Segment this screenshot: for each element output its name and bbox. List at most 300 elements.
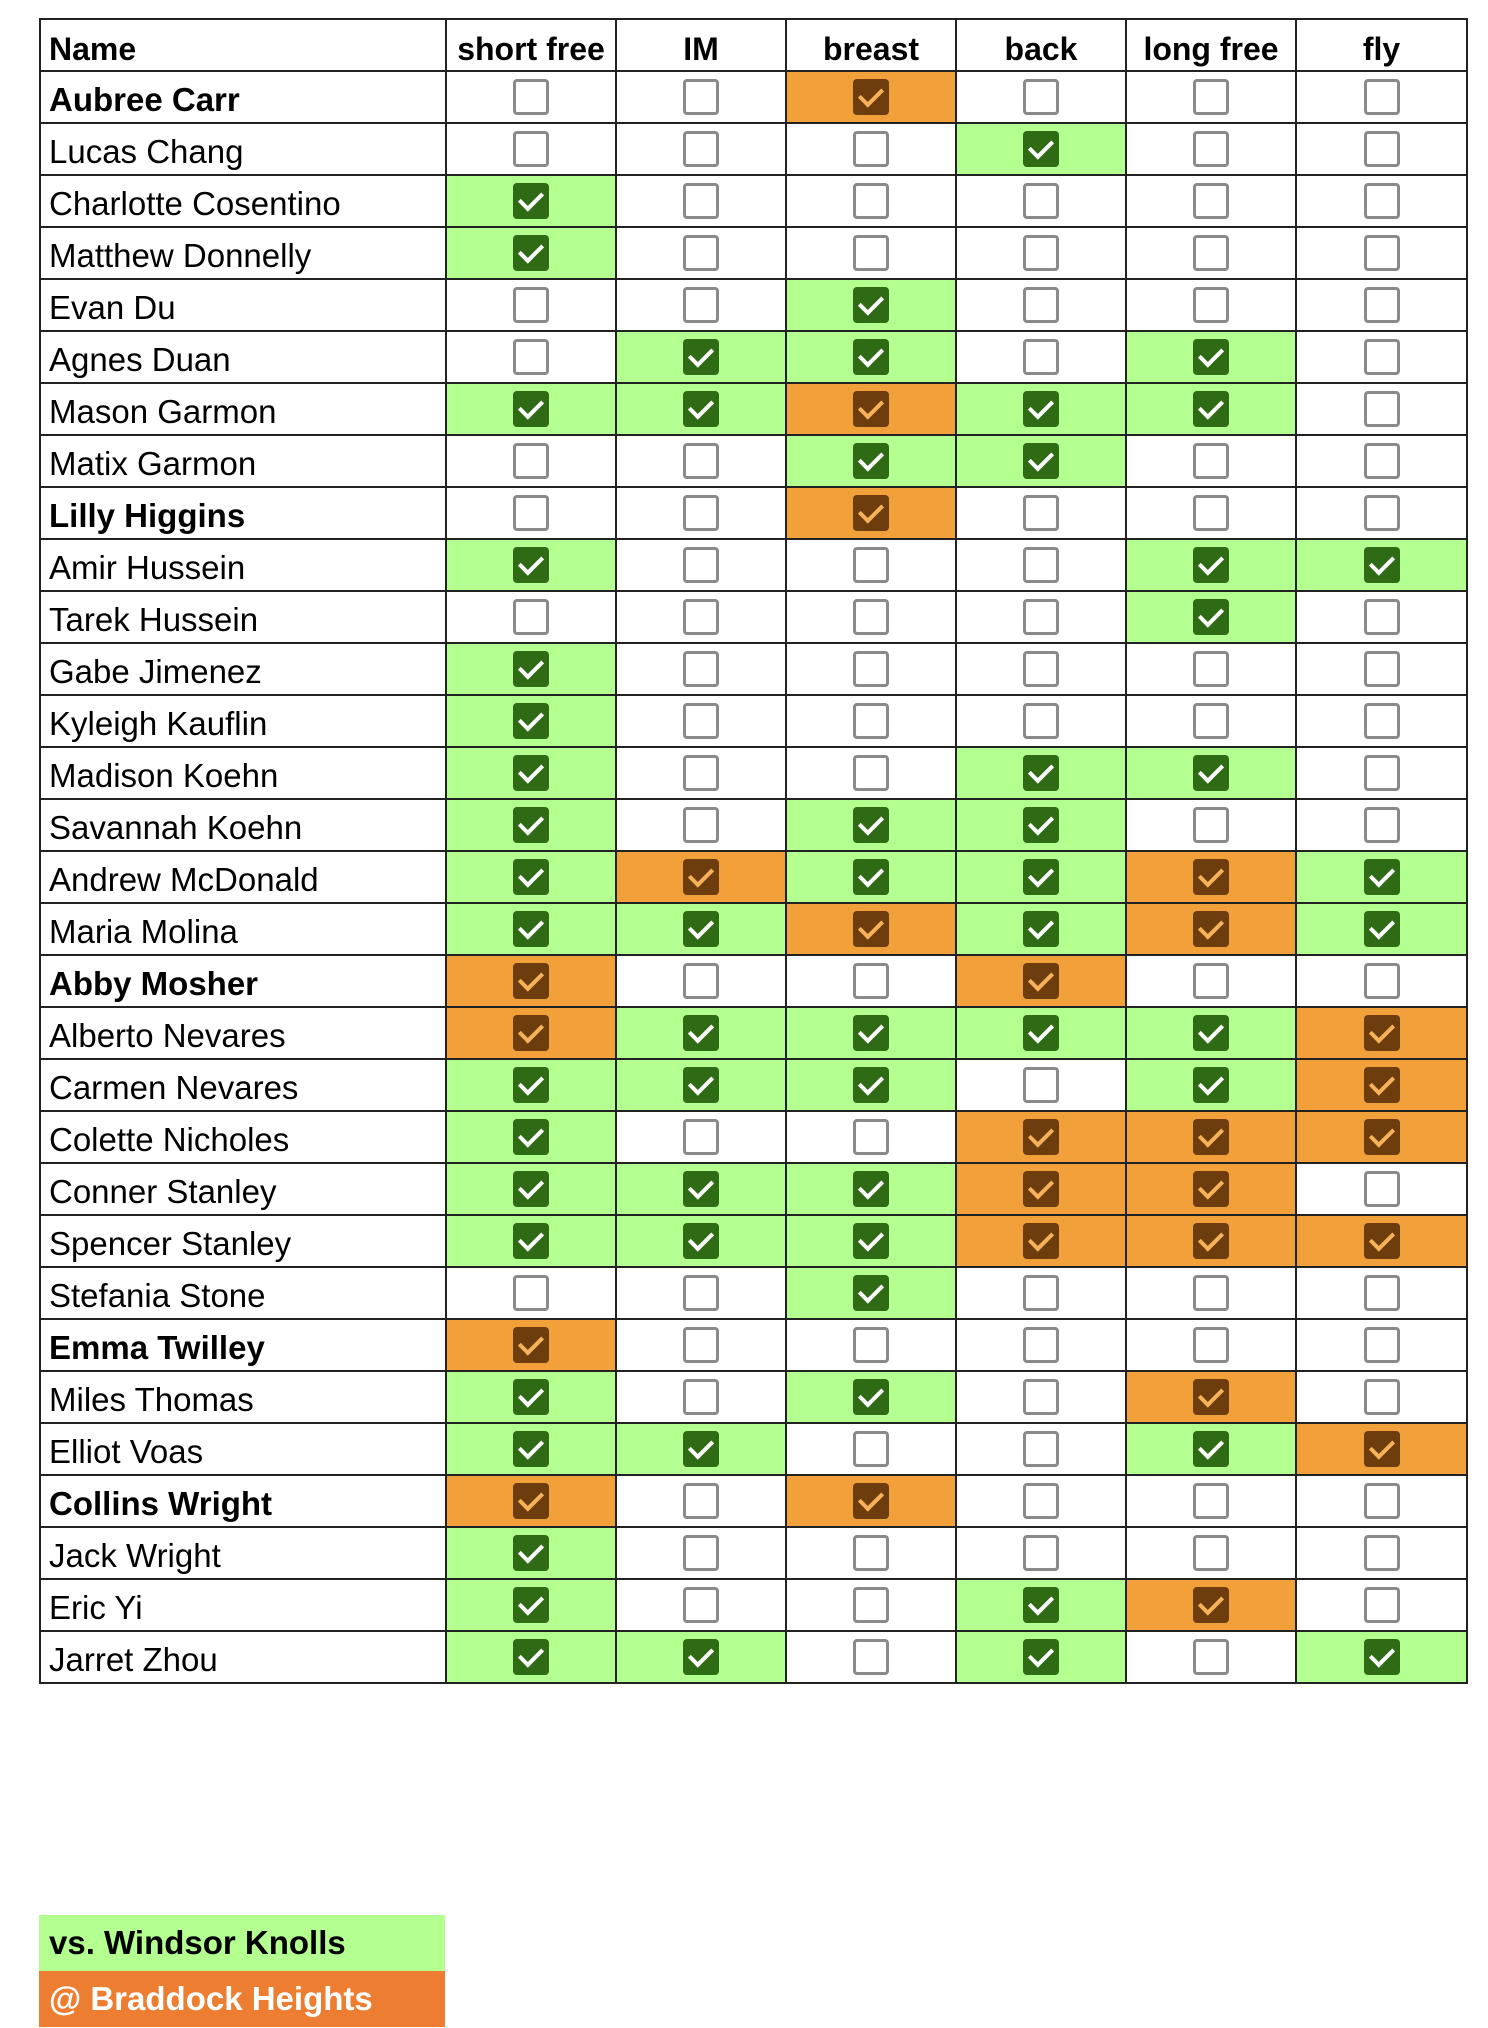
checkbox-checked[interactable] [1364, 1431, 1400, 1467]
checkbox-unchecked[interactable] [853, 1327, 889, 1363]
event-cell-long-free [1126, 487, 1296, 539]
checkbox-checked[interactable] [513, 1067, 549, 1103]
checkbox-unchecked[interactable] [1193, 183, 1229, 219]
checkbox-unchecked[interactable] [1364, 339, 1400, 375]
event-cell-back [956, 383, 1126, 435]
event-cell-long-free [1126, 1631, 1296, 1683]
checkbox-checked[interactable] [853, 1275, 889, 1311]
event-cell-long-free [1126, 435, 1296, 487]
table-row [40, 227, 1467, 279]
checkbox-checked[interactable] [1193, 1587, 1229, 1623]
event-cell-fly [1296, 591, 1467, 643]
event-cell-breast [786, 1007, 956, 1059]
checkbox-checked[interactable] [1023, 807, 1059, 843]
checkbox-unchecked[interactable] [683, 495, 719, 531]
table-row [40, 1111, 1467, 1163]
checkbox-unchecked[interactable] [683, 1535, 719, 1571]
event-cell-breast [786, 695, 956, 747]
checkbox-unchecked[interactable] [683, 443, 719, 479]
table-row [40, 1059, 1467, 1111]
checkbox-unchecked[interactable] [1364, 1483, 1400, 1519]
checkbox-checked[interactable] [1193, 1379, 1229, 1415]
checkbox-checked[interactable] [513, 1327, 549, 1363]
checkbox-unchecked[interactable] [683, 1327, 719, 1363]
event-cell-fly [1296, 1475, 1467, 1527]
event-cell-breast [786, 539, 956, 591]
swimmer-name: Miles Thomas [40, 1371, 446, 1423]
event-cell-breast [786, 799, 956, 851]
event-cell-long-free [1126, 851, 1296, 903]
checkbox-checked[interactable] [1364, 1015, 1400, 1051]
checkbox-unchecked[interactable] [1193, 651, 1229, 687]
event-cell-back [956, 539, 1126, 591]
swimmer-name: Jack Wright [40, 1527, 446, 1579]
event-cell-fly [1296, 1163, 1467, 1215]
checkbox-unchecked[interactable] [853, 703, 889, 739]
checkbox-unchecked[interactable] [683, 963, 719, 999]
checkbox-unchecked[interactable] [683, 131, 719, 167]
checkbox-unchecked[interactable] [1023, 1431, 1059, 1467]
checkbox-unchecked[interactable] [683, 807, 719, 843]
swimmer-name: Tarek Hussein [40, 591, 446, 643]
event-cell-fly [1296, 539, 1467, 591]
checkbox-unchecked[interactable] [1193, 1483, 1229, 1519]
event-cell-im [616, 851, 786, 903]
event-cell-im [616, 1527, 786, 1579]
checkbox-unchecked[interactable] [683, 547, 719, 583]
checkbox-unchecked[interactable] [1023, 183, 1059, 219]
checkbox-unchecked[interactable] [513, 79, 549, 115]
checkbox-checked[interactable] [683, 911, 719, 947]
table-row [40, 643, 1467, 695]
checkbox-checked[interactable] [1193, 339, 1229, 375]
checkbox-checked[interactable] [1193, 859, 1229, 895]
event-cell-im [616, 695, 786, 747]
checkbox-checked[interactable] [513, 1431, 549, 1467]
checkbox-unchecked[interactable] [853, 755, 889, 791]
event-cell-breast [786, 71, 956, 123]
checkbox-checked[interactable] [1364, 1639, 1400, 1675]
checkbox-unchecked[interactable] [1023, 1535, 1059, 1571]
checkbox-unchecked[interactable] [1364, 755, 1400, 791]
event-cell-breast [786, 851, 956, 903]
checkbox-unchecked[interactable] [513, 599, 549, 635]
checkbox-checked[interactable] [683, 1015, 719, 1051]
checkbox-unchecked[interactable] [513, 339, 549, 375]
checkbox-unchecked[interactable] [513, 495, 549, 531]
checkbox-checked[interactable] [1364, 859, 1400, 895]
checkbox-checked[interactable] [853, 1067, 889, 1103]
event-cell-im [616, 539, 786, 591]
event-cell-im [616, 1579, 786, 1631]
checkbox-unchecked[interactable] [1193, 703, 1229, 739]
checkbox-unchecked[interactable] [683, 703, 719, 739]
event-cell-breast [786, 123, 956, 175]
event-cell-fly [1296, 175, 1467, 227]
event-cell-im [616, 1007, 786, 1059]
event-cell-fly [1296, 331, 1467, 383]
checkbox-unchecked[interactable] [1193, 1275, 1229, 1311]
swimmer-name: Eric Yi [40, 1579, 446, 1631]
checkbox-unchecked[interactable] [1364, 495, 1400, 531]
checkbox-checked[interactable] [1023, 1171, 1059, 1207]
checkbox-checked[interactable] [1193, 911, 1229, 947]
checkbox-checked[interactable] [1193, 1015, 1229, 1051]
checkbox-checked[interactable] [1193, 1223, 1229, 1259]
checkbox-checked[interactable] [513, 1015, 549, 1051]
checkbox-checked[interactable] [513, 183, 549, 219]
checkbox-checked[interactable] [853, 1379, 889, 1415]
checkbox-unchecked[interactable] [1193, 1327, 1229, 1363]
checkbox-checked[interactable] [853, 911, 889, 947]
checkbox-checked[interactable] [1023, 859, 1059, 895]
swimmer-name: Carmen Nevares [40, 1059, 446, 1111]
checkbox-checked[interactable] [1193, 1431, 1229, 1467]
event-cell-breast [786, 1475, 956, 1527]
checkbox-checked[interactable] [513, 1535, 549, 1571]
checkbox-unchecked[interactable] [1023, 495, 1059, 531]
event-cell-breast [786, 1163, 956, 1215]
event-cell-im [616, 1111, 786, 1163]
checkbox-unchecked[interactable] [1023, 79, 1059, 115]
checkbox-unchecked[interactable] [1364, 1171, 1400, 1207]
checkbox-unchecked[interactable] [1023, 547, 1059, 583]
event-cell-im [616, 1059, 786, 1111]
event-cell-short-free [446, 1475, 616, 1527]
checkbox-unchecked[interactable] [683, 755, 719, 791]
legend-away-meet: @ Braddock Heights [39, 1971, 445, 2027]
event-cell-fly [1296, 383, 1467, 435]
checkbox-checked[interactable] [853, 339, 889, 375]
event-cell-breast [786, 1111, 956, 1163]
event-cell-fly [1296, 1007, 1467, 1059]
table-row [40, 1371, 1467, 1423]
checkbox-checked[interactable] [513, 859, 549, 895]
event-cell-breast [786, 1371, 956, 1423]
swimmer-name: Alberto Nevares [40, 1007, 446, 1059]
event-cell-fly [1296, 903, 1467, 955]
event-cell-long-free [1126, 279, 1296, 331]
checkbox-checked[interactable] [853, 1483, 889, 1519]
checkbox-unchecked[interactable] [683, 1587, 719, 1623]
checkbox-unchecked[interactable] [1193, 495, 1229, 531]
checkbox-checked[interactable] [853, 79, 889, 115]
table-row [40, 695, 1467, 747]
checkbox-unchecked[interactable] [1023, 1067, 1059, 1103]
event-cell-short-free [446, 123, 616, 175]
table-row [40, 331, 1467, 383]
checkbox-unchecked[interactable] [853, 599, 889, 635]
event-cell-long-free [1126, 643, 1296, 695]
checkbox-unchecked[interactable] [1364, 807, 1400, 843]
checkbox-unchecked[interactable] [1023, 339, 1059, 375]
checkbox-checked[interactable] [1023, 963, 1059, 999]
checkbox-checked[interactable] [1023, 443, 1059, 479]
checkbox-checked[interactable] [683, 1067, 719, 1103]
event-cell-long-free [1126, 331, 1296, 383]
checkbox-checked[interactable] [513, 1379, 549, 1415]
swimmer-name: Conner Stanley [40, 1163, 446, 1215]
checkbox-checked[interactable] [683, 859, 719, 895]
checkbox-unchecked[interactable] [1364, 1379, 1400, 1415]
column-header-im: IM [616, 19, 786, 71]
event-cell-short-free [446, 1111, 616, 1163]
checkbox-unchecked[interactable] [683, 1483, 719, 1519]
event-cell-fly [1296, 1267, 1467, 1319]
checkbox-checked[interactable] [1023, 1639, 1059, 1675]
checkbox-checked[interactable] [1193, 1119, 1229, 1155]
event-cell-fly [1296, 71, 1467, 123]
checkbox-checked[interactable] [513, 1223, 549, 1259]
checkbox-checked[interactable] [1193, 547, 1229, 583]
checkbox-checked[interactable] [513, 1171, 549, 1207]
checkbox-checked[interactable] [1193, 1171, 1229, 1207]
checkbox-checked[interactable] [683, 391, 719, 427]
event-cell-im [616, 747, 786, 799]
event-cell-short-free [446, 1579, 616, 1631]
checkbox-checked[interactable] [513, 651, 549, 687]
event-cell-im [616, 1631, 786, 1683]
checkbox-unchecked[interactable] [683, 599, 719, 635]
checkbox-unchecked[interactable] [1364, 1587, 1400, 1623]
checkbox-unchecked[interactable] [1364, 599, 1400, 635]
event-cell-long-free [1126, 123, 1296, 175]
checkbox-unchecked[interactable] [1364, 1275, 1400, 1311]
checkbox-unchecked[interactable] [1364, 651, 1400, 687]
event-cell-short-free [446, 227, 616, 279]
checkbox-unchecked[interactable] [1023, 1483, 1059, 1519]
checkbox-unchecked[interactable] [853, 235, 889, 271]
event-cell-fly [1296, 747, 1467, 799]
checkbox-unchecked[interactable] [853, 131, 889, 167]
checkbox-unchecked[interactable] [853, 651, 889, 687]
event-cell-back [956, 1215, 1126, 1267]
checkbox-unchecked[interactable] [853, 963, 889, 999]
checkbox-checked[interactable] [1364, 911, 1400, 947]
checkbox-unchecked[interactable] [513, 131, 549, 167]
checkbox-checked[interactable] [683, 1639, 719, 1675]
checkbox-checked[interactable] [683, 1223, 719, 1259]
checkbox-checked[interactable] [1023, 755, 1059, 791]
checkbox-unchecked[interactable] [683, 1379, 719, 1415]
checkbox-checked[interactable] [1193, 391, 1229, 427]
checkbox-checked[interactable] [1364, 1067, 1400, 1103]
event-cell-long-free [1126, 1527, 1296, 1579]
checkbox-unchecked[interactable] [1193, 963, 1229, 999]
table-row [40, 1319, 1467, 1371]
checkbox-unchecked[interactable] [1193, 1639, 1229, 1675]
event-cell-fly [1296, 799, 1467, 851]
checkbox-unchecked[interactable] [1364, 79, 1400, 115]
event-cell-long-free [1126, 383, 1296, 435]
swimmer-name: Gabe Jimenez [40, 643, 446, 695]
checkbox-checked[interactable] [853, 859, 889, 895]
checkbox-unchecked[interactable] [513, 1275, 549, 1311]
checkbox-checked[interactable] [853, 1015, 889, 1051]
checkbox-checked[interactable] [1364, 1223, 1400, 1259]
header-row [40, 19, 1467, 71]
checkbox-checked[interactable] [683, 1431, 719, 1467]
event-cell-im [616, 799, 786, 851]
checkbox-checked[interactable] [513, 755, 549, 791]
table-row [40, 1215, 1467, 1267]
checkbox-unchecked[interactable] [1364, 131, 1400, 167]
table-row [40, 1423, 1467, 1475]
event-cell-long-free [1126, 1579, 1296, 1631]
event-cell-long-free [1126, 1475, 1296, 1527]
event-cell-im [616, 1423, 786, 1475]
checkbox-unchecked[interactable] [853, 1639, 889, 1675]
checkbox-unchecked[interactable] [1364, 1535, 1400, 1571]
event-cell-breast [786, 747, 956, 799]
event-cell-im [616, 435, 786, 487]
checkbox-checked[interactable] [1023, 1119, 1059, 1155]
event-cell-back [956, 591, 1126, 643]
event-cell-long-free [1126, 591, 1296, 643]
checkbox-unchecked[interactable] [1364, 235, 1400, 271]
checkbox-unchecked[interactable] [853, 1431, 889, 1467]
event-cell-long-free [1126, 1111, 1296, 1163]
checkbox-unchecked[interactable] [1364, 391, 1400, 427]
checkbox-checked[interactable] [1193, 599, 1229, 635]
event-cell-short-free [446, 747, 616, 799]
event-cell-back [956, 487, 1126, 539]
checkbox-checked[interactable] [513, 807, 549, 843]
checkbox-unchecked[interactable] [683, 651, 719, 687]
event-cell-back [956, 175, 1126, 227]
checkbox-unchecked[interactable] [513, 443, 549, 479]
checkbox-unchecked[interactable] [1193, 235, 1229, 271]
checkbox-checked[interactable] [1023, 1223, 1059, 1259]
event-cell-back [956, 643, 1126, 695]
checkbox-checked[interactable] [853, 443, 889, 479]
checkbox-checked[interactable] [513, 911, 549, 947]
event-cell-breast [786, 1319, 956, 1371]
checkbox-checked[interactable] [1023, 1015, 1059, 1051]
checkbox-unchecked[interactable] [1193, 1535, 1229, 1571]
checkbox-checked[interactable] [1023, 131, 1059, 167]
checkbox-checked[interactable] [1193, 755, 1229, 791]
checkbox-checked[interactable] [853, 807, 889, 843]
checkbox-unchecked[interactable] [853, 1587, 889, 1623]
event-cell-breast [786, 1267, 956, 1319]
event-cell-back [956, 71, 1126, 123]
event-cell-breast [786, 1423, 956, 1475]
checkbox-checked[interactable] [683, 1171, 719, 1207]
checkbox-checked[interactable] [513, 235, 549, 271]
checkbox-checked[interactable] [513, 547, 549, 583]
checkbox-unchecked[interactable] [1364, 703, 1400, 739]
event-cell-back [956, 331, 1126, 383]
checkbox-unchecked[interactable] [1023, 1327, 1059, 1363]
checkbox-unchecked[interactable] [1023, 651, 1059, 687]
checkbox-unchecked[interactable] [1193, 131, 1229, 167]
checkbox-unchecked[interactable] [683, 1119, 719, 1155]
checkbox-unchecked[interactable] [1023, 287, 1059, 323]
checkbox-unchecked[interactable] [1364, 287, 1400, 323]
checkbox-checked[interactable] [1193, 1067, 1229, 1103]
event-cell-long-free [1126, 175, 1296, 227]
checkbox-unchecked[interactable] [683, 235, 719, 271]
checkbox-checked[interactable] [513, 963, 549, 999]
event-cell-breast [786, 955, 956, 1007]
swimmer-name: Lucas Chang [40, 123, 446, 175]
checkbox-unchecked[interactable] [1364, 963, 1400, 999]
event-cell-long-free [1126, 1319, 1296, 1371]
event-cell-short-free [446, 1163, 616, 1215]
checkbox-checked[interactable] [513, 391, 549, 427]
event-cell-fly [1296, 1579, 1467, 1631]
checkbox-unchecked[interactable] [853, 1119, 889, 1155]
event-cell-back [956, 123, 1126, 175]
checkbox-unchecked[interactable] [1193, 443, 1229, 479]
checkbox-checked[interactable] [1023, 911, 1059, 947]
checkbox-unchecked[interactable] [1023, 235, 1059, 271]
event-cell-breast [786, 487, 956, 539]
checkbox-unchecked[interactable] [683, 287, 719, 323]
checkbox-checked[interactable] [683, 339, 719, 375]
checkbox-unchecked[interactable] [1023, 1379, 1059, 1415]
checkbox-unchecked[interactable] [513, 287, 549, 323]
checkbox-unchecked[interactable] [683, 183, 719, 219]
checkbox-checked[interactable] [513, 1639, 549, 1675]
table-row [40, 1267, 1467, 1319]
swimmer-name: Amir Hussein [40, 539, 446, 591]
checkbox-unchecked[interactable] [853, 547, 889, 583]
checkbox-checked[interactable] [853, 495, 889, 531]
checkbox-unchecked[interactable] [683, 1275, 719, 1311]
checkbox-checked[interactable] [513, 1587, 549, 1623]
checkbox-unchecked[interactable] [1193, 807, 1229, 843]
checkbox-checked[interactable] [513, 703, 549, 739]
event-cell-short-free [446, 903, 616, 955]
checkbox-checked[interactable] [853, 1171, 889, 1207]
checkbox-checked[interactable] [853, 1223, 889, 1259]
checkbox-unchecked[interactable] [853, 1535, 889, 1571]
event-cell-fly [1296, 487, 1467, 539]
checkbox-unchecked[interactable] [1364, 443, 1400, 479]
event-cell-fly [1296, 851, 1467, 903]
event-cell-im [616, 175, 786, 227]
checkbox-unchecked[interactable] [1364, 183, 1400, 219]
checkbox-unchecked[interactable] [1364, 1327, 1400, 1363]
checkbox-checked[interactable] [1023, 391, 1059, 427]
event-cell-breast [786, 591, 956, 643]
event-cell-im [616, 487, 786, 539]
checkbox-checked[interactable] [853, 391, 889, 427]
table-row [40, 903, 1467, 955]
checkbox-unchecked[interactable] [1023, 703, 1059, 739]
checkbox-checked[interactable] [1364, 547, 1400, 583]
table-row [40, 1631, 1467, 1683]
checkbox-checked[interactable] [1364, 1119, 1400, 1155]
checkbox-unchecked[interactable] [1023, 599, 1059, 635]
checkbox-unchecked[interactable] [853, 183, 889, 219]
checkbox-unchecked[interactable] [1193, 287, 1229, 323]
event-cell-fly [1296, 1111, 1467, 1163]
event-cell-long-free [1126, 1267, 1296, 1319]
checkbox-unchecked[interactable] [1193, 79, 1229, 115]
checkbox-unchecked[interactable] [1023, 1275, 1059, 1311]
checkbox-checked[interactable] [1023, 1587, 1059, 1623]
column-header-back: back [956, 19, 1126, 71]
checkbox-checked[interactable] [853, 287, 889, 323]
checkbox-unchecked[interactable] [683, 79, 719, 115]
checkbox-checked[interactable] [513, 1483, 549, 1519]
table-row [40, 123, 1467, 175]
checkbox-checked[interactable] [513, 1119, 549, 1155]
event-cell-short-free [446, 955, 616, 1007]
